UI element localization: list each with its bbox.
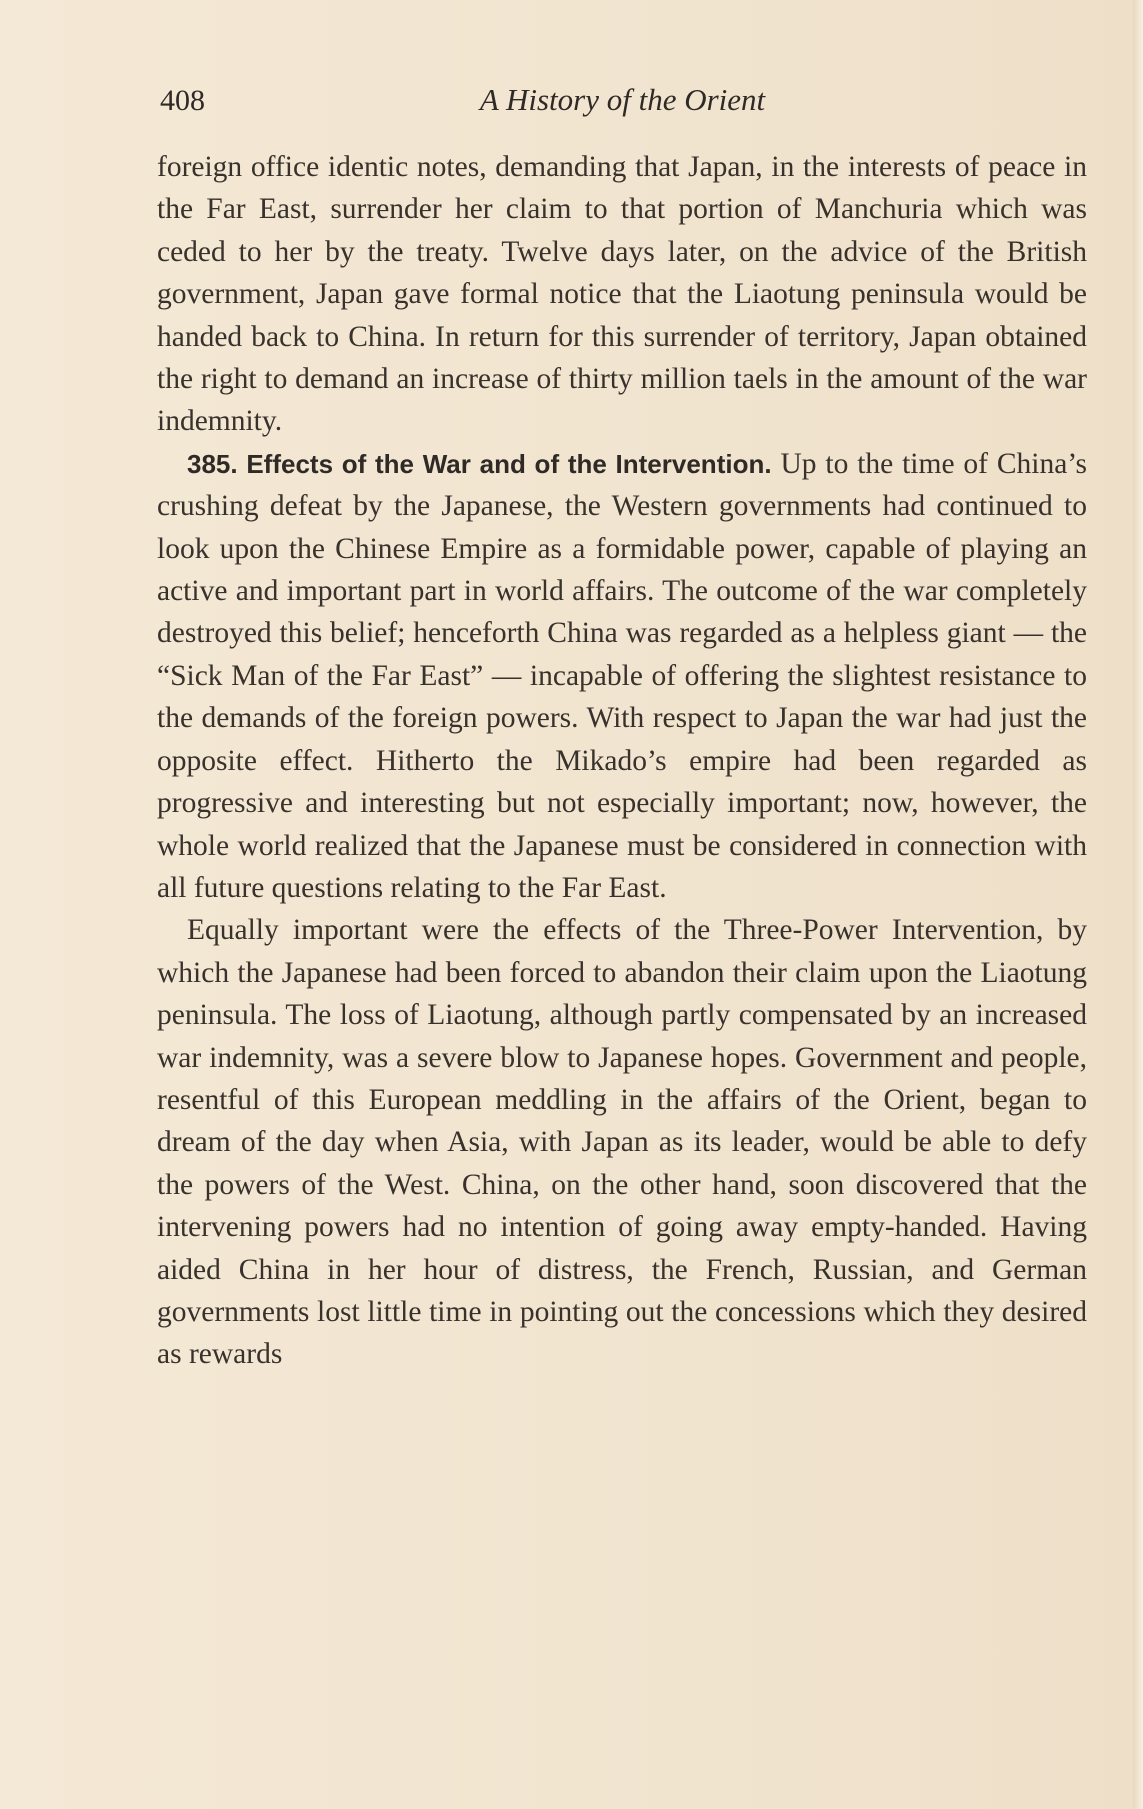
page-edge [1133, 0, 1143, 1809]
page-body [157, 146, 1087, 1376]
section-heading: 385. Effects of the War and of the Intervention. [187, 448, 772, 479]
paragraph-2 [157, 443, 1087, 909]
paragraph-3: Equally important were the effects of the Three-Power Intervention, by which the Japanese had been forced to abandon their claim upon the Liaotung peninsula. The loss of Liaotung, although partly compensated by an increased war indemnity, was a severe blow to Japanese hopes. Government and people, resentful of this European meddling in the affairs of the Orient, began to dream of the day when Asia, with Japan as its leader, would be able to defy the powers of the West. China, on the other hand, soon discovered that the intervening powers had no intention of going away empty-handed. Having aided China in her hour of distress, the French, Russian, and German governments lost little time in pointing out the concessions which they desired as rewards [157, 914, 1087, 1371]
paragraph-2-text: Up to the time of China’s crushing defeat by the Japanese, the Western governments had continued to look upon the Chinese Empire as a formidable power, capable of playing an active and important part in world affairs. The outcome of the war completely destroyed this belief; henceforth China was regarded as a helpless giant — the “Sick Man of the Far East” — incapable of offering the slightest resistance to the demands of the foreign powers. With respect to Japan the war had just the opposite effect. Hitherto the Mikado’s empire had been regarded as progressive and interesting but not especially important; now, however, the whole world realized that the Japanese must be considered in connection with all future questions relating to the Far East. [157, 447, 1087, 904]
paragraph-1: foreign office identic notes, demanding that Japan, in the interests of peace in the Far East, surrender her claim to that portion of Manchuria which was ceded to her by the treaty. Twelve days later, on the advice of the British government, Japan gave formal notice that the Liaotung peninsula would be handed back to China. In return for this surrender of territory, Japan obtained the right to demand an increase of thirty million taels in the amount of the war indemnity. [157, 151, 1087, 438]
page-number: 408 [160, 84, 205, 117]
page-header [160, 82, 1085, 126]
running-title: A History of the Orient [479, 82, 766, 117]
